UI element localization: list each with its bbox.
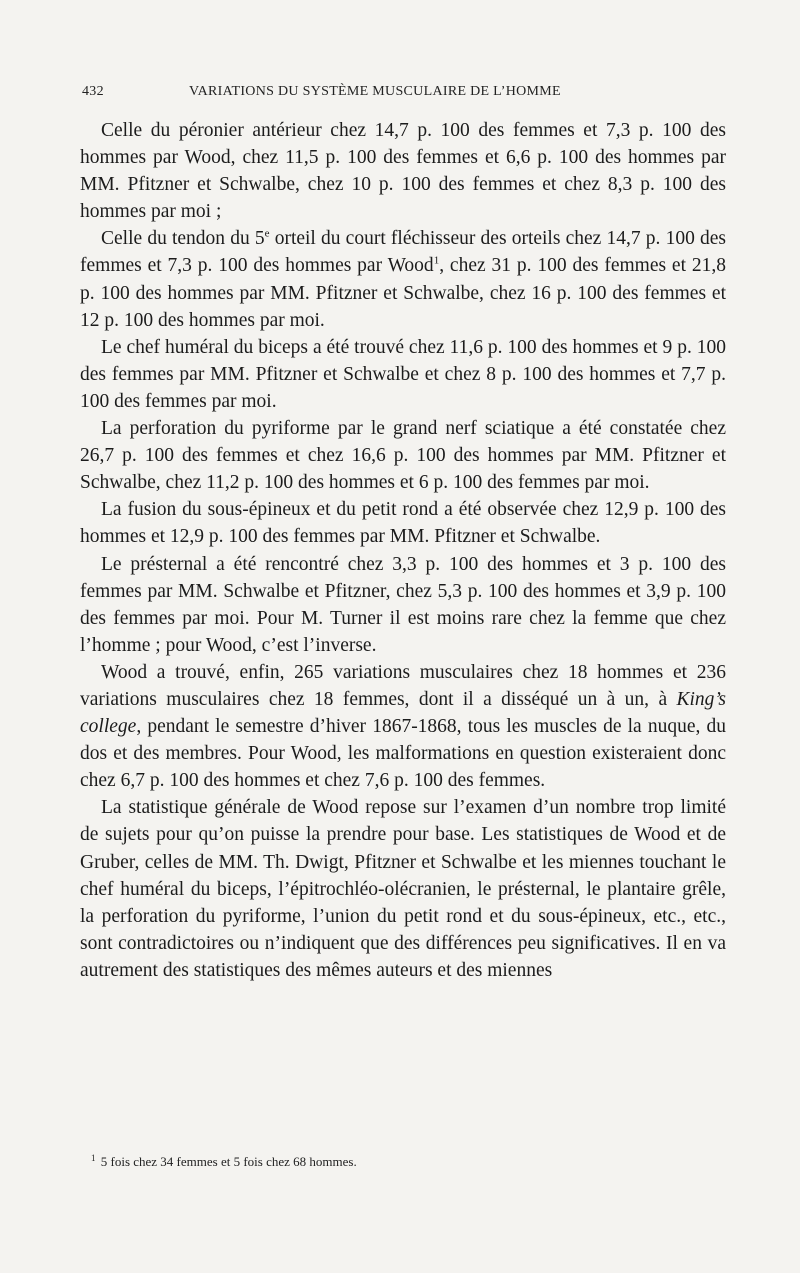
paragraph: La fusion du sous-épineux et du petit rond a été observée chez 12,9 p. 100 des hommes et 12,9 p. 100 des femmes par MM. Pfitzner et Schwalbe. [80,499,726,548]
footnote-text: 5 fois chez 34 femmes et 5 fois chez 68 hommes. [97,1154,357,1169]
footnote-ref[interactable]: 1 [433,254,440,267]
body-text [80,117,726,984]
paragraph: Le chef huméral du biceps a été trouvé chez 11,6 p. 100 des hommes et 9 p. 100 des femmes par MM. Pfitzner et Schwalbe et chez 8 p. 100 des hommes et 7,7 p. 100 des femmes par moi. [80,336,726,412]
paragraph: Wood a trouvé, enfin, 265 variations musculaires chez 18 hommes et 236 variations musculaires chez 18 femmes, dont il a disséqué un à un, à King’s college, pendant le semestre d’hiver 1867-1868, tous les muscles de la nuque, du dos et des membres. Pour Wood, les malformations en question existeraient donc chez 6,7 p. 100 des hommes et chez 7,6 p. 100 des femmes. [80,661,726,792]
paragraph: Celle du péronier antérieur chez 14,7 p. 100 des femmes et 7,3 p. 100 des hommes par Wood, chez 11,5 p. 100 des femmes et 6,6 p. 100 des hommes par MM. Pfitzner et Schwalbe, chez 10 p. 100 des femmes et chez 8,3 p. 100 des hommes par moi ; [80,120,726,223]
superscript: e [264,227,270,240]
paragraph: La perforation du pyriforme par le grand nerf sciatique a été constatée chez 26,7 p. 100 des femmes et chez 16,6 p. 100 des hommes par MM. Pfitzner et Schwalbe, chez 11,2 p. 100 des hommes et 6 p. 100 des femmes par moi. [80,418,726,494]
page-number: 432 [82,84,104,99]
paragraph: Celle du tendon du 5e orteil du court fléchisseur des orteils chez 14,7 p. 100 des femmes et 7,3 p. 100 des hommes par Wood$^1$, chez 31 p. 100 des femmes et 21,8 p. 100 des hommes par MM. Pfitzner et Schwalbe, chez 16 p. 100 des femmes et 12 p. 100 des hommes par moi. [80,227,726,331]
paragraph: Le présternal a été rencontré chez 3,3 p. 100 des hommes et 3 p. 100 des femmes par MM. Schwalbe et Pfitzner, chez 5,3 p. 100 des hommes et 3,9 p. 100 des femmes par moi. Pour M. Turner il est moins rare chez la femme que chez l’homme ; pour Wood, c’est l’inverse. [80,553,726,656]
footnote [91,1154,721,1170]
running-title: VARIATIONS DU SYSTÈME MUSCULAIRE DE L’HOMME [189,84,561,99]
italic-text: King’s college [80,688,726,738]
footnote-mark: 1 [91,1152,96,1163]
paragraph: La statistique générale de Wood repose sur l’examen d’un nombre trop limité de sujets pour qu’on puisse la prendre pour base. Les statistiques de Wood et de Gruber, celles de MM. Th. Dwigt, Pfitzner et Schwalbe et les miennes touchant le chef huméral du biceps, l’épitrochléo-olécranien, le présternal, le plantaire grêle, la perforation du pyriforme, l’union du petit rond et du sous-épineux, etc., etc., sont contradictoires ou n’indiquent que des différences peu significatives. Il en va autrement des statistiques des mêmes auteurs et des miennes [80,797,726,981]
